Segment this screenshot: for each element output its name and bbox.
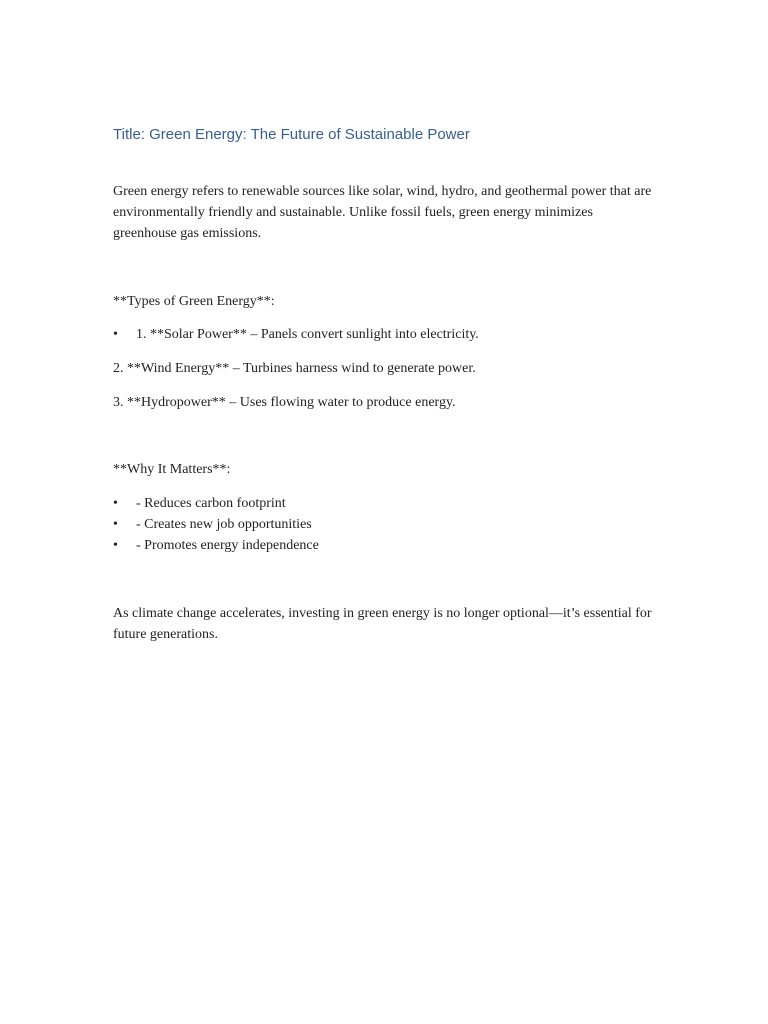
- bullet-icon: •: [113, 327, 118, 342]
- list-item-solar: [113, 324, 658, 345]
- bullet-icon: •: [113, 538, 118, 553]
- list-item: [113, 493, 658, 514]
- intro-paragraph: Green energy refers to renewable sources like solar, wind, hydro, and geothermal power that are environmentally friendly and sustainable. Unlike fossil fuels, green energy minimizes greenhouse gas emissions.: [113, 184, 652, 241]
- list-item-text: 1. **Solar Power** – Panels convert sunlight into electricity.: [136, 327, 479, 342]
- list-item-text: - Creates new job opportunities: [136, 517, 312, 532]
- why-heading: **Why It Matters**:: [113, 462, 231, 477]
- document-title: Title: Green Energy: The Future of Sustainable Power: [113, 126, 470, 143]
- list-item: [113, 535, 658, 556]
- document-body: [113, 124, 658, 645]
- list-item-wind: 2. **Wind Energy** – Turbines harness wind to generate power.: [113, 361, 476, 376]
- types-heading: **Types of Green Energy**:: [113, 294, 275, 309]
- bullet-icon: •: [113, 517, 118, 532]
- why-list: [113, 493, 658, 556]
- list-item-hydro: 3. **Hydropower** – Uses flowing water to produce energy.: [113, 395, 456, 410]
- list-item: [113, 514, 658, 535]
- list-item-text: - Promotes energy independence: [136, 538, 319, 553]
- bullet-icon: •: [113, 496, 118, 511]
- closing-paragraph: As climate change accelerates, investing in green energy is no longer optional—it’s essential for future generations.: [113, 606, 652, 642]
- list-item-text: - Reduces carbon footprint: [136, 496, 286, 511]
